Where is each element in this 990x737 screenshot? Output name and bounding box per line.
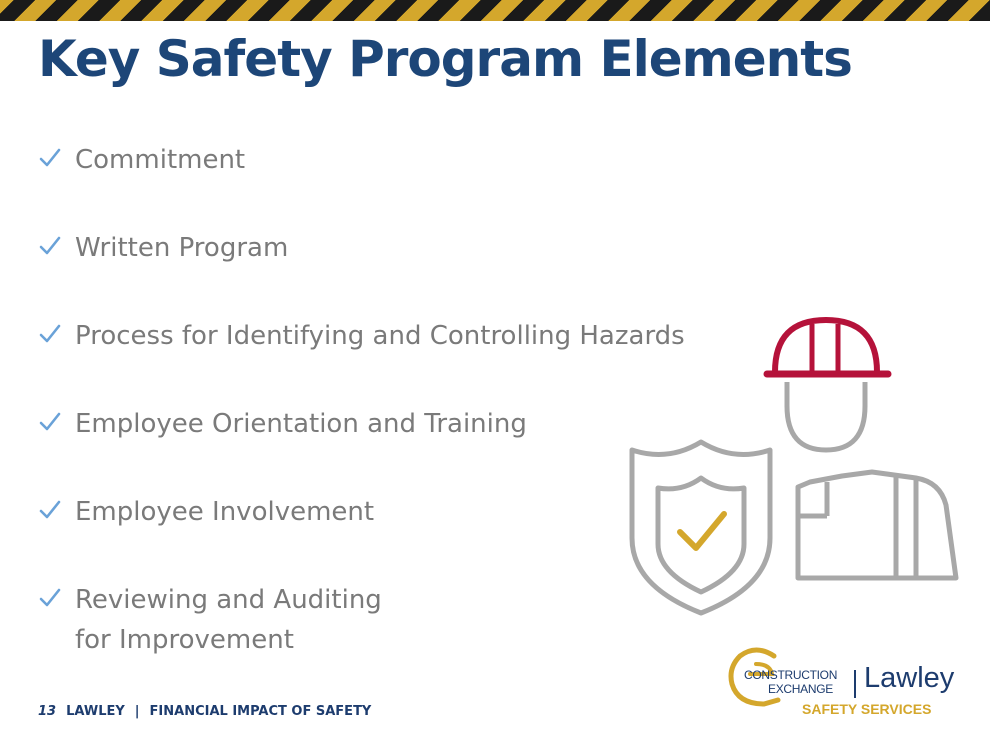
check-icon <box>38 498 62 522</box>
bullet-text: Employee Orientation and Training <box>75 409 527 439</box>
construction-exchange-lawley-logo <box>726 640 966 720</box>
logo-tagline: SAFETY SERVICES <box>802 701 932 717</box>
footer <box>38 704 371 719</box>
logo-brand: Lawley <box>864 662 955 694</box>
bullet-text: Process for Identifying and Controlling Hazards <box>75 321 685 351</box>
bullet-text <box>75 580 382 660</box>
page-number: 13 <box>38 704 57 719</box>
bullet-item <box>38 492 374 532</box>
footer-company: LAWLEY <box>66 704 125 719</box>
check-icon <box>38 146 62 170</box>
check-icon <box>38 410 62 434</box>
bullet-item <box>38 228 288 268</box>
logo-line2: EXCHANGE <box>768 682 833 696</box>
check-icon <box>38 234 62 258</box>
hazard-stripe-banner <box>0 0 990 21</box>
check-icon <box>38 586 62 610</box>
footer-separator: | <box>134 704 140 719</box>
bullet-text: Written Program <box>75 233 289 263</box>
check-icon <box>38 322 62 346</box>
bullet-item <box>38 404 527 444</box>
bullet-item <box>38 140 245 180</box>
slide-title: Key Safety Program Elements <box>38 30 852 88</box>
bullet-text: Commitment <box>75 145 246 175</box>
bullet-text-line: for Improvement <box>75 625 294 655</box>
bullet-item <box>38 580 382 660</box>
footer-section: FINANCIAL IMPACT OF SAFETY <box>149 704 372 719</box>
shield-check-icon <box>632 442 770 613</box>
hardhat-worker-icon <box>767 320 956 578</box>
bullet-text-line: Reviewing and Auditing <box>75 585 382 615</box>
bullet-text: Employee Involvement <box>75 497 375 527</box>
bullet-item <box>38 316 685 356</box>
logo-line1: CONSTRUCTION <box>744 668 838 682</box>
safety-worker-illustration <box>620 310 970 630</box>
logo-divider <box>854 670 856 698</box>
